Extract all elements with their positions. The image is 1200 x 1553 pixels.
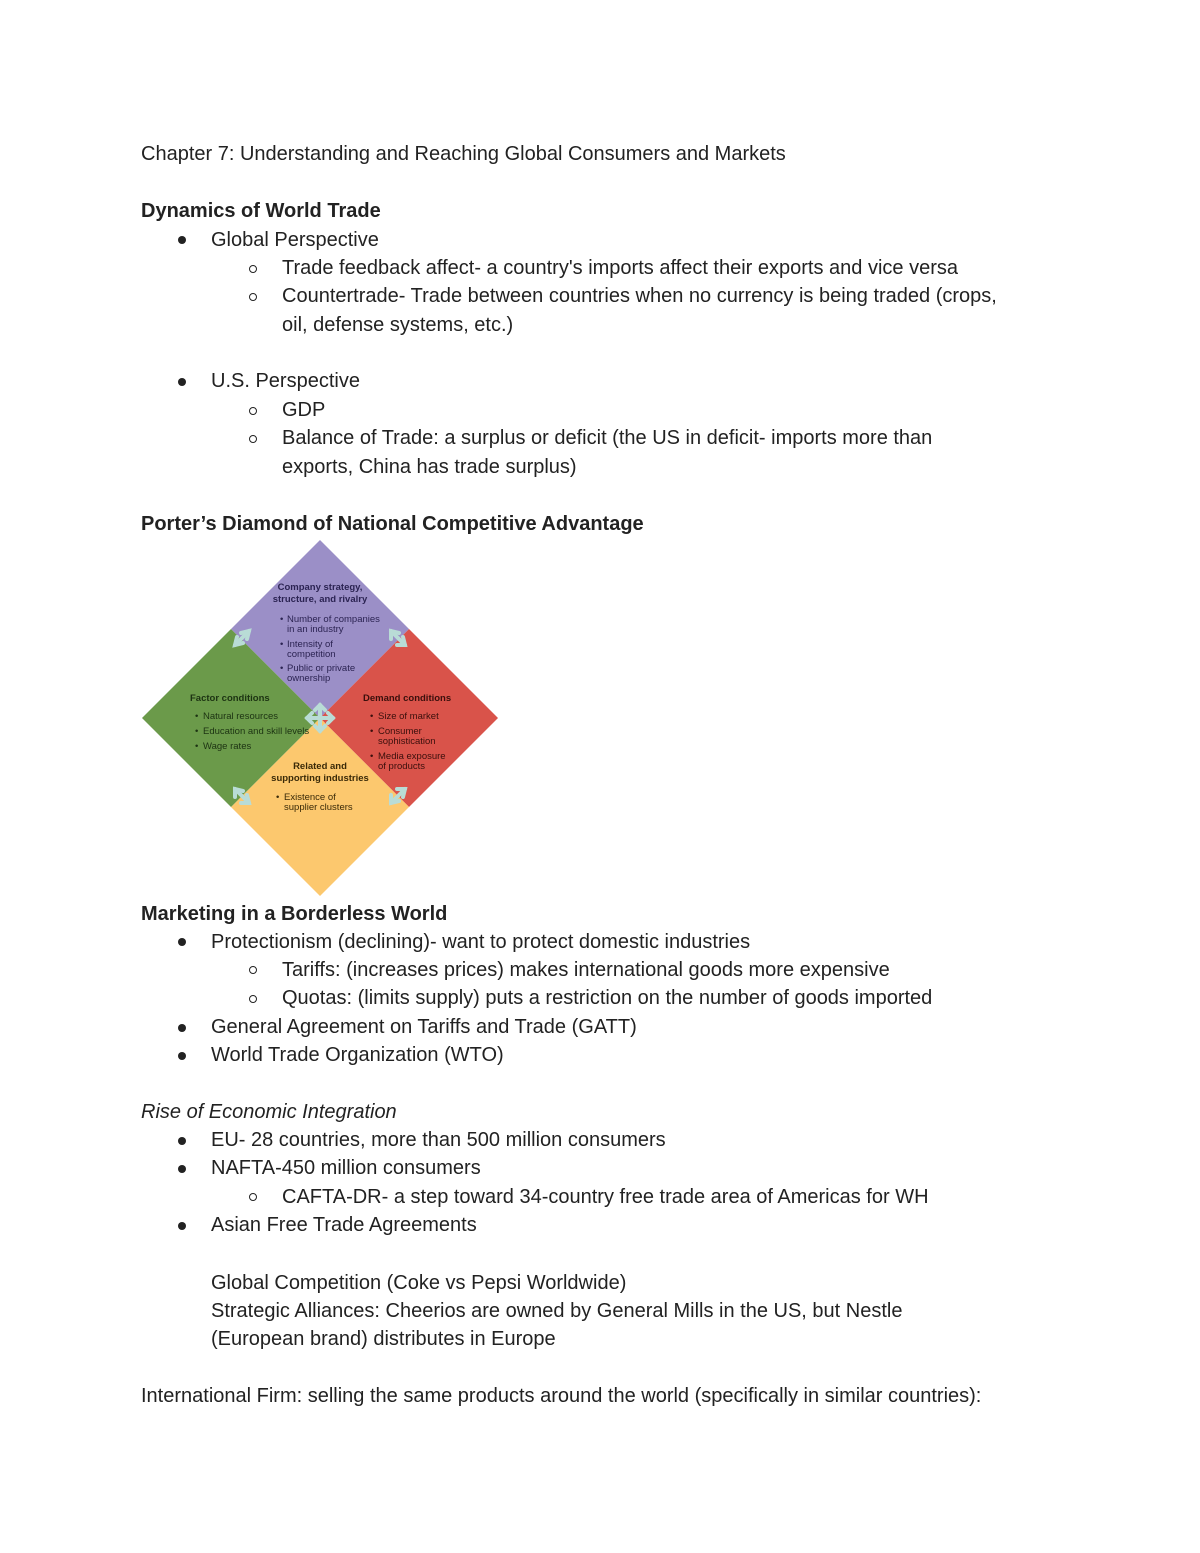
left-title: Factor conditions xyxy=(190,693,270,704)
bullet-dot-icon xyxy=(178,1052,186,1060)
bullet-ring-icon xyxy=(249,265,257,273)
list-item: Asian Free Trade Agreements xyxy=(211,1214,477,1236)
bullet-ring-icon xyxy=(249,293,257,301)
top-bullet: Intensity of xyxy=(287,639,333,650)
heading-porter: Porter’s Diamond of National Competitive Advantage xyxy=(141,513,644,535)
list-item: General Agreement on Tariffs and Trade (GATT) xyxy=(211,1016,637,1038)
bullet-icon: • xyxy=(276,792,280,803)
top-bullet-continuation: competition xyxy=(287,649,336,660)
right-bullet: Media exposure xyxy=(378,751,446,762)
bullet-dot-icon xyxy=(178,938,186,946)
list-item: Balance of Trade: a surplus or deficit (the US in deficit- imports more than xyxy=(282,427,933,449)
top-bullet-continuation: in an industry xyxy=(287,624,344,635)
list-item: U.S. Perspective xyxy=(211,370,360,392)
list-item: World Trade Organization (WTO) xyxy=(211,1044,504,1066)
top-title-line-1: Company strategy, xyxy=(277,582,363,593)
paragraph-line: Strategic Alliances: Cheerios are owned by General Mills in the US, but Nestle xyxy=(211,1300,903,1322)
heading-dynamics: Dynamics of World Trade xyxy=(141,200,381,222)
bullet-ring-icon xyxy=(249,966,257,974)
top-bullet-continuation: ownership xyxy=(287,673,331,684)
paragraph-line: (European brand) distributes in Europe xyxy=(211,1328,556,1350)
top-title-line-2: structure, and rivalry xyxy=(272,594,368,605)
document-title: Chapter 7: Understanding and Reaching Global Consumers and Markets xyxy=(141,143,786,165)
bullet-icon: • xyxy=(195,711,199,722)
bullet-dot-icon xyxy=(178,1024,186,1032)
paragraph-line: International Firm: selling the same products around the world (specifically in similar countries): xyxy=(141,1385,982,1407)
list-item: Protectionism (declining)- want to protect domestic industries xyxy=(211,931,751,953)
bullet-dot-icon xyxy=(178,1137,186,1145)
heading-borderless: Marketing in a Borderless World xyxy=(141,903,448,925)
right-bullet: Size of market xyxy=(378,711,439,722)
left-bullet: Education and skill levels xyxy=(203,726,310,737)
bullet-ring-icon xyxy=(249,995,257,1003)
bullet-icon: • xyxy=(280,639,284,650)
list-item: CAFTA-DR- a step toward 34-country free trade area of Americas for WH xyxy=(282,1186,929,1208)
right-bullet-continuation: sophistication xyxy=(378,736,436,747)
bullet-dot-icon xyxy=(178,1222,186,1230)
bullet-icon: • xyxy=(370,711,374,722)
list-item: GDP xyxy=(282,399,326,421)
bullet-dot-icon xyxy=(178,378,186,386)
bullet-icon: • xyxy=(370,726,374,737)
top-bullet: Number of companies xyxy=(287,614,380,625)
right-bullet-continuation: of products xyxy=(378,761,425,772)
heading-integration: Rise of Economic Integration xyxy=(141,1101,397,1123)
bullet-ring-icon xyxy=(249,1193,257,1201)
list-item: Quotas: (limits supply) puts a restriction on the number of goods imported xyxy=(282,987,933,1009)
bullet-icon: • xyxy=(280,663,284,674)
bottom-title-line-1: Related and xyxy=(293,761,347,772)
bullet-icon: • xyxy=(195,741,199,752)
bullet-dot-icon xyxy=(178,1165,186,1173)
bottom-bullet: Existence of xyxy=(284,792,336,803)
list-item-continuation: exports, China has trade surplus) xyxy=(282,456,577,478)
bottom-title-line-2: supporting industries xyxy=(271,773,369,784)
list-item: Global Perspective xyxy=(211,229,379,251)
list-item: Tariffs: (increases prices) makes international goods more expensive xyxy=(282,959,890,981)
list-item: EU- 28 countries, more than 500 million consumers xyxy=(211,1129,666,1151)
list-item: Countertrade- Trade between countries when no currency is being traded (crops, xyxy=(282,285,997,307)
bullet-icon: • xyxy=(280,614,284,625)
top-bullet: Public or private xyxy=(287,663,356,674)
bullet-ring-icon xyxy=(249,407,257,415)
left-bullet: Natural resources xyxy=(203,711,278,722)
bullet-ring-icon xyxy=(249,435,257,443)
porters-diamond-diagram xyxy=(141,538,499,896)
bottom-bullet-continuation: supplier clusters xyxy=(284,802,353,813)
list-item-continuation: oil, defense systems, etc.) xyxy=(282,314,514,336)
list-item: NAFTA-450 million consumers xyxy=(211,1157,481,1179)
right-bullet: Consumer xyxy=(378,726,422,737)
paragraph-line: Global Competition (Coke vs Pepsi Worldwide) xyxy=(211,1272,627,1294)
bullet-dot-icon xyxy=(178,236,186,244)
bullet-icon: • xyxy=(370,751,374,762)
bullet-icon: • xyxy=(195,726,199,737)
list-item: Trade feedback affect- a country's imports affect their exports and vice versa xyxy=(282,257,958,279)
left-bullet: Wage rates xyxy=(203,741,252,752)
right-title: Demand conditions xyxy=(363,693,452,704)
